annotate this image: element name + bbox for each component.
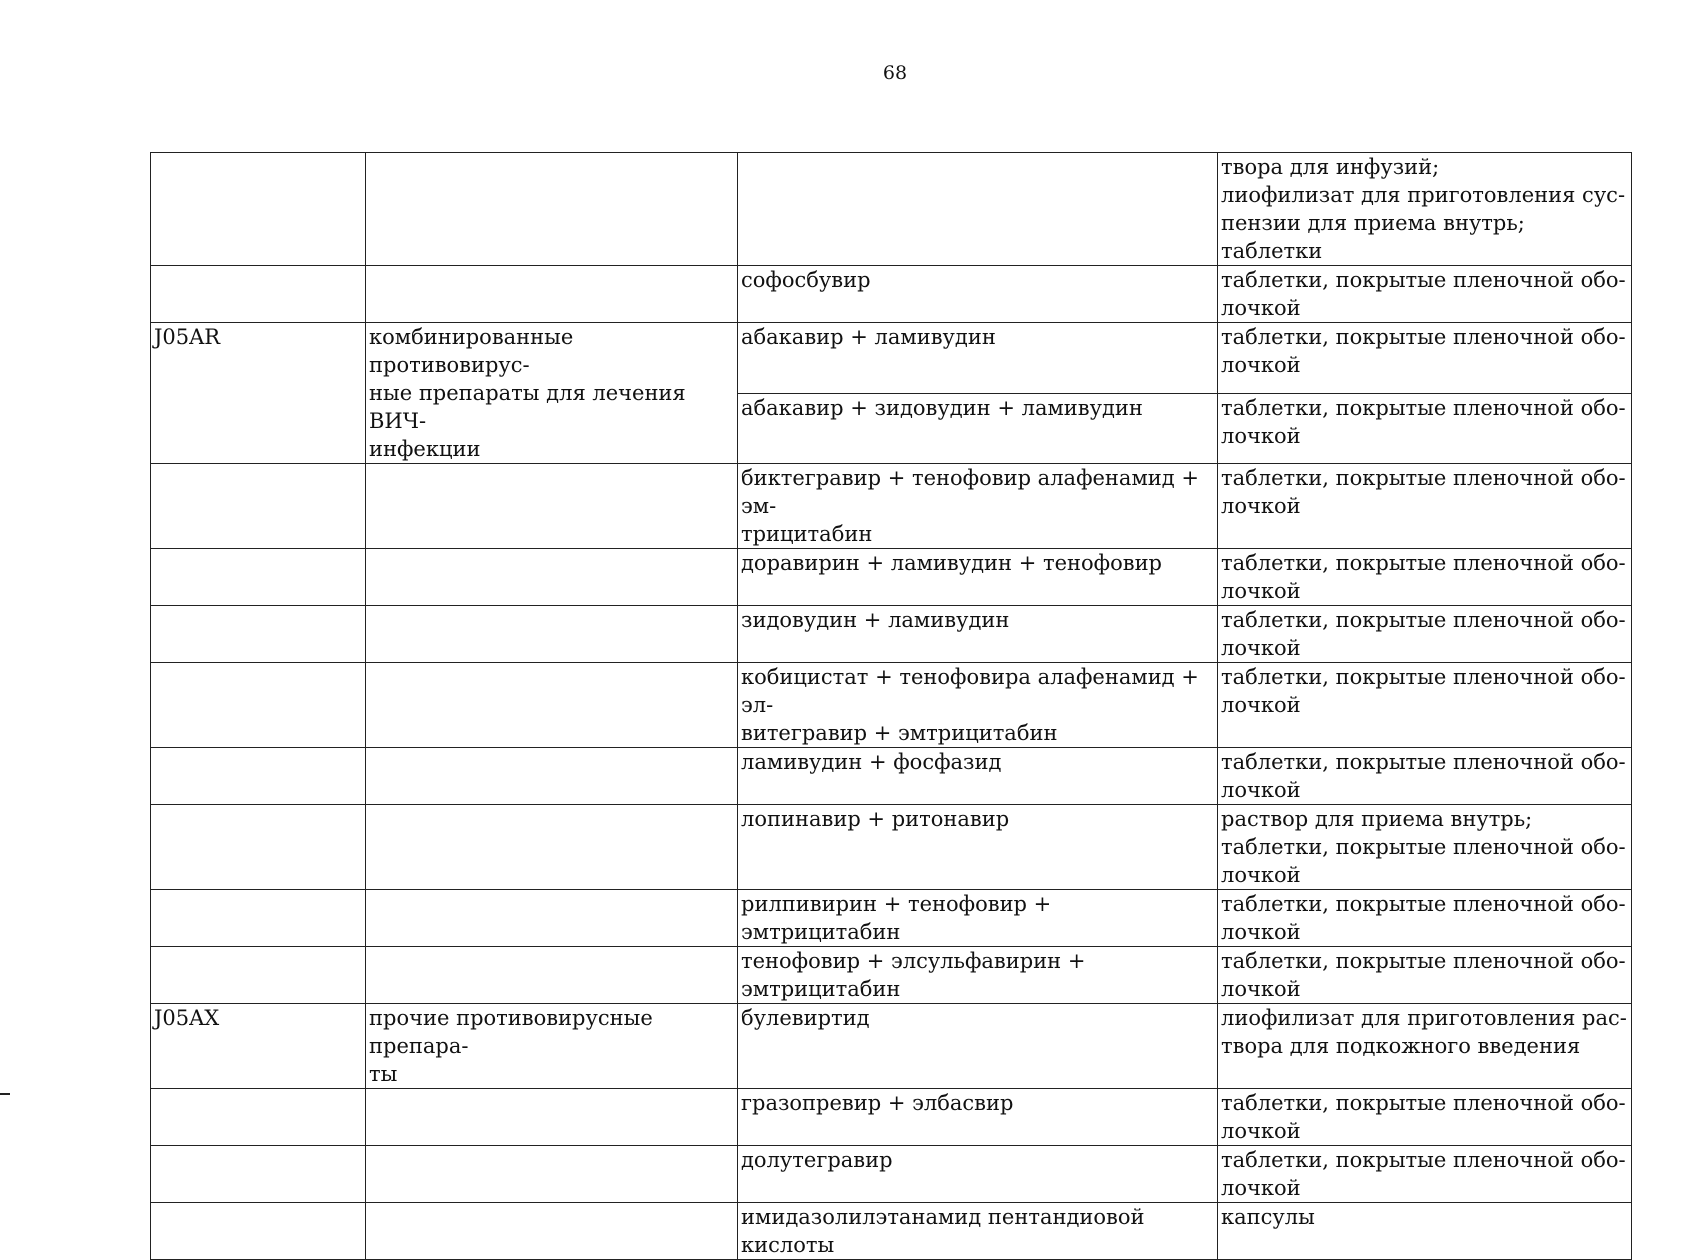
atc-code-cell (151, 606, 366, 663)
dosage-form-cell: капсулы (1218, 1203, 1632, 1260)
atc-code-cell: J05AX (151, 1004, 366, 1089)
atc-code-cell (151, 266, 366, 323)
atc-code-cell (151, 748, 366, 805)
group-name-cell: комбинированные противовирус- ные препараты для лечения ВИЧ- инфекции (366, 323, 738, 464)
group-name-cell: прочие противовирусные препара- ты (366, 1004, 738, 1089)
table-row (151, 606, 1632, 663)
dosage-form-cell: таблетки, покрытые пленочной обо- лочкой (1218, 606, 1632, 663)
drug-name-cell: абакавир + ламивудин (738, 323, 1218, 394)
group-name-cell (366, 606, 738, 663)
group-name-cell (366, 464, 738, 549)
dosage-form-cell: твора для инфузий; лиофилизат для приготовления сус- пензии для приема внутрь; таблетки (1218, 153, 1632, 266)
table-row (151, 323, 1632, 394)
drug-table (150, 152, 1632, 1260)
group-name-cell (366, 890, 738, 947)
dosage-form-cell: таблетки, покрытые пленочной обо- лочкой (1218, 748, 1632, 805)
table-row (151, 1203, 1632, 1260)
table-row (151, 890, 1632, 947)
drug-name-cell: зидовудин + ламивудин (738, 606, 1218, 663)
table-row (151, 1089, 1632, 1146)
group-name-cell (366, 947, 738, 1004)
drug-name-cell: биктегравир + тенофовир алафенамид + эм- трицитабин (738, 464, 1218, 549)
group-name-cell (366, 663, 738, 748)
table-row (151, 947, 1632, 1004)
dosage-form-cell: таблетки, покрытые пленочной обо- лочкой (1218, 266, 1632, 323)
drug-name-cell: лопинавир + ритонавир (738, 805, 1218, 890)
drug-name-cell: булевиртид (738, 1004, 1218, 1089)
drug-name-cell: софосбувир (738, 266, 1218, 323)
dosage-form-cell: таблетки, покрытые пленочной обо- лочкой (1218, 393, 1632, 464)
dosage-form-cell: таблетки, покрытые пленочной обо- лочкой (1218, 947, 1632, 1004)
margin-mark (0, 1093, 10, 1095)
table-row (151, 1004, 1632, 1089)
dosage-form-cell: таблетки, покрытые пленочной обо- лочкой (1218, 464, 1632, 549)
group-name-cell (366, 748, 738, 805)
drug-name-cell: кобицистат + тенофовира алафенамид + эл- витегравир + эмтрицитабин (738, 663, 1218, 748)
dosage-form-cell: таблетки, покрытые пленочной обо- лочкой (1218, 1089, 1632, 1146)
dosage-form-cell: таблетки, покрытые пленочной обо- лочкой (1218, 663, 1632, 748)
drug-name-cell (738, 153, 1218, 266)
drug-name-cell: имидазолилэтанамид пентандиовой кислоты (738, 1203, 1218, 1260)
table-row (151, 663, 1632, 748)
drug-name-cell: рилпивирин + тенофовир + эмтрицитабин (738, 890, 1218, 947)
group-name-cell (366, 266, 738, 323)
atc-code-cell (151, 1146, 366, 1203)
drug-name-cell: гразопревир + элбасвир (738, 1089, 1218, 1146)
table-row (151, 549, 1632, 606)
dosage-form-cell: таблетки, покрытые пленочной обо- лочкой (1218, 549, 1632, 606)
group-name-cell (366, 153, 738, 266)
page-number: 68 (882, 62, 908, 84)
table-row (151, 464, 1632, 549)
dosage-form-cell: раствор для приема внутрь; таблетки, покрытые пленочной обо- лочкой (1218, 805, 1632, 890)
group-name-cell (366, 1089, 738, 1146)
group-name-cell (366, 1203, 738, 1260)
atc-code-cell: J05AR (151, 323, 366, 464)
atc-code-cell (151, 464, 366, 549)
atc-code-cell (151, 663, 366, 748)
atc-code-cell (151, 1203, 366, 1260)
dosage-form-cell: лиофилизат для приготовления рас- твора для подкожного введения (1218, 1004, 1632, 1089)
atc-code-cell (151, 549, 366, 606)
atc-code-cell (151, 805, 366, 890)
group-name-cell (366, 1146, 738, 1203)
atc-code-cell (151, 153, 366, 266)
drug-name-cell: ламивудин + фосфазид (738, 748, 1218, 805)
dosage-form-cell: таблетки, покрытые пленочной обо- лочкой (1218, 323, 1632, 394)
table-row (151, 748, 1632, 805)
table-row (151, 805, 1632, 890)
drug-name-cell: абакавир + зидовудин + ламивудин (738, 393, 1218, 464)
atc-code-cell (151, 890, 366, 947)
drug-name-cell: долутегравир (738, 1146, 1218, 1203)
dosage-form-cell: таблетки, покрытые пленочной обо- лочкой (1218, 890, 1632, 947)
table-row (151, 266, 1632, 323)
dosage-form-cell: таблетки, покрытые пленочной обо- лочкой (1218, 1146, 1632, 1203)
atc-code-cell (151, 1089, 366, 1146)
group-name-cell (366, 805, 738, 890)
drug-name-cell: тенофовир + элсульфавирин + эмтрицитабин (738, 947, 1218, 1004)
table-row (151, 153, 1632, 266)
drug-name-cell: доравирин + ламивудин + тенофовир (738, 549, 1218, 606)
table-row (151, 1146, 1632, 1203)
atc-code-cell (151, 947, 366, 1004)
group-name-cell (366, 549, 738, 606)
